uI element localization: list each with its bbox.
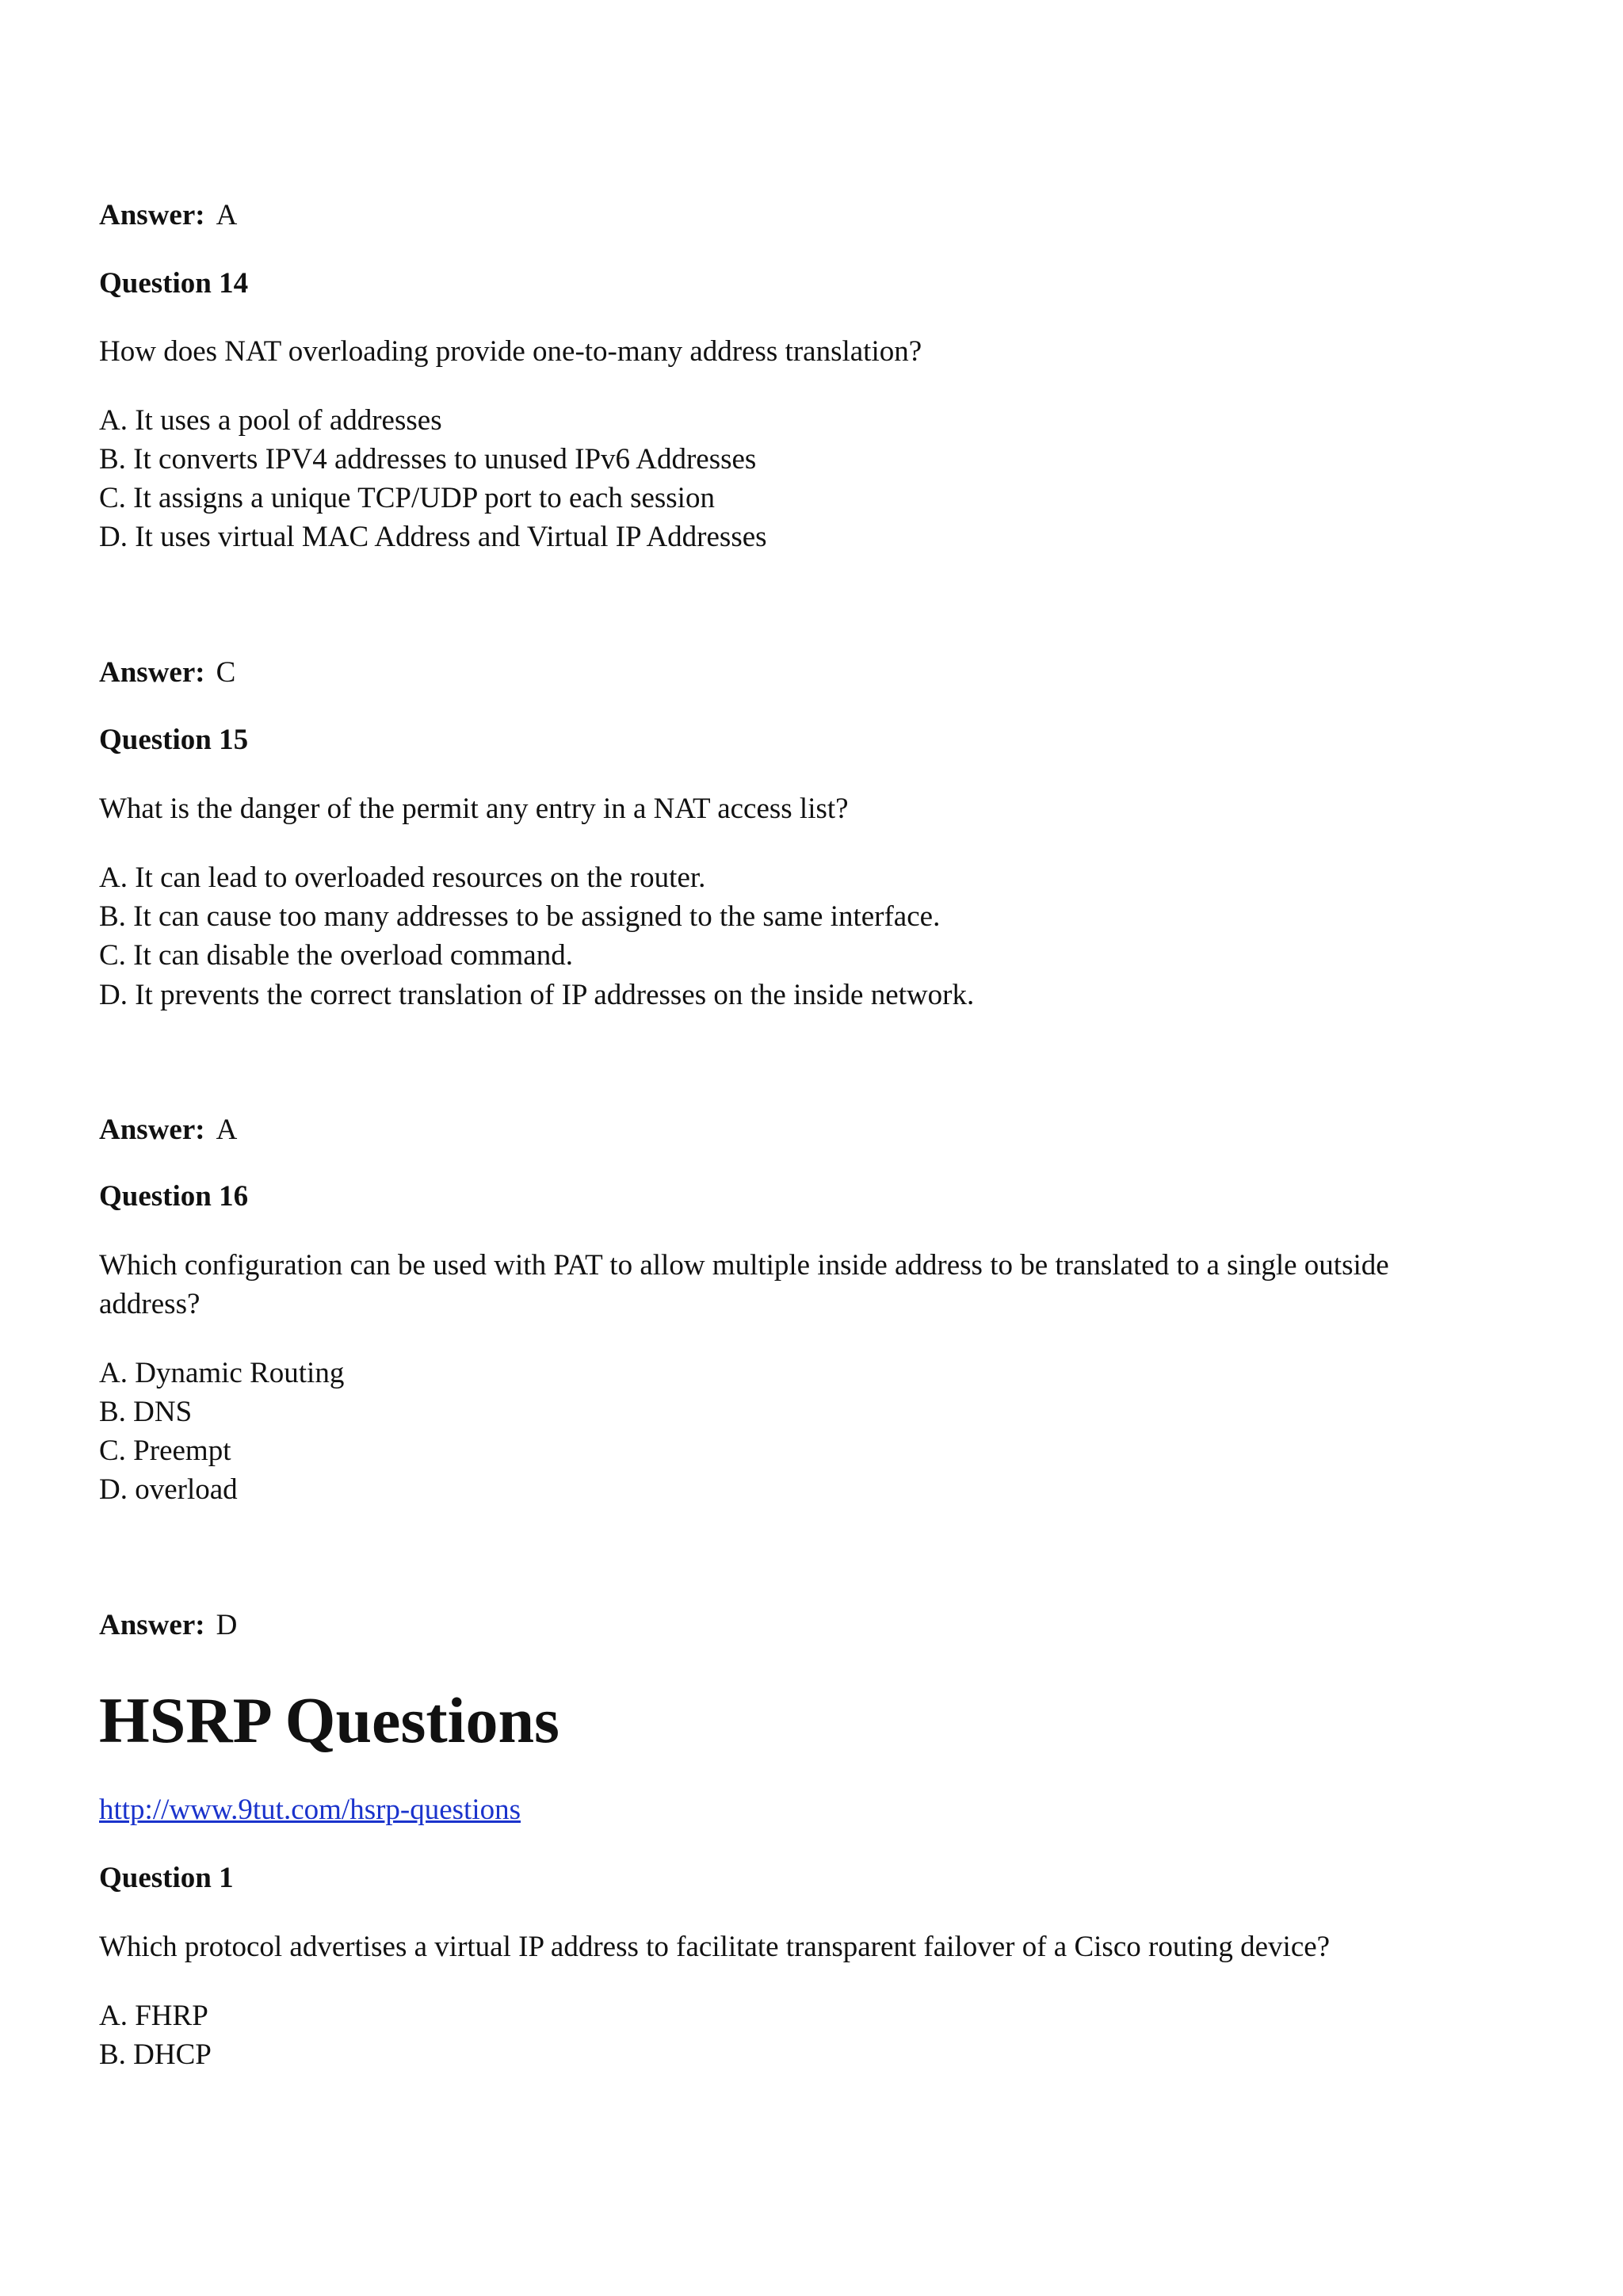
section-link[interactable]: http://www.9tut.com/hsrp-questions bbox=[99, 1794, 521, 1826]
answer-value: D bbox=[216, 1609, 238, 1641]
option-d: D. It prevents the correct translation of IP addresses on the inside network. bbox=[99, 979, 975, 1011]
answer-line bbox=[99, 201, 237, 230]
question-text: What is the danger of the permit any entry in a NAT access list? bbox=[99, 793, 849, 825]
option-a: A. It uses a pool of addresses bbox=[99, 404, 442, 437]
option-b: B. It converts IPV4 addresses to unused IPv6 Addresses bbox=[99, 443, 757, 476]
question-text: How does NAT overloading provide one-to-many address translation? bbox=[99, 335, 922, 368]
option-c: C. It can disable the overload command. bbox=[99, 939, 573, 972]
option-a: A. It can lead to overloaded resources on the router. bbox=[99, 861, 706, 894]
option-b: B. DNS bbox=[99, 1396, 193, 1428]
question-heading: Question 1 bbox=[99, 1862, 234, 1894]
option-c: C. It assigns a unique TCP/UDP port to each session bbox=[99, 482, 715, 514]
answer-label: Answer: bbox=[99, 1609, 205, 1641]
section-title: HSRP Questions bbox=[99, 1684, 559, 1756]
option-d: D. overload bbox=[99, 1473, 238, 1506]
option-b: B. DHCP bbox=[99, 2038, 212, 2071]
answer-label: Answer: bbox=[99, 1114, 205, 1146]
answer-value: C bbox=[216, 656, 236, 689]
question-heading: Question 14 bbox=[99, 267, 249, 300]
answer-label: Answer: bbox=[99, 656, 205, 689]
answer-value: A bbox=[216, 1114, 238, 1146]
answer-label: Answer: bbox=[99, 199, 205, 231]
option-c: C. Preempt bbox=[99, 1435, 231, 1467]
question-heading: Question 15 bbox=[99, 724, 249, 756]
answer-value: A bbox=[216, 199, 238, 231]
option-a: A. FHRP bbox=[99, 2000, 208, 2032]
answer-line bbox=[99, 1610, 237, 1640]
answer-line bbox=[99, 1115, 237, 1144]
option-b: B. It can cause too many addresses to be assigned to the same interface. bbox=[99, 900, 941, 933]
question-heading: Question 16 bbox=[99, 1180, 249, 1213]
option-a: A. Dynamic Routing bbox=[99, 1357, 345, 1389]
question-text: Which protocol advertises a virtual IP address to facilitate transparent failover of a Cisco routing device? bbox=[99, 1931, 1331, 1963]
question-text-line-1: Which configuration can be used with PAT to allow multiple inside address to be translated to a single outside bbox=[99, 1249, 1389, 1282]
answer-line bbox=[99, 658, 235, 687]
option-d: D. It uses virtual MAC Address and Virtual IP Addresses bbox=[99, 521, 767, 553]
question-text-line-2: address? bbox=[99, 1288, 200, 1320]
